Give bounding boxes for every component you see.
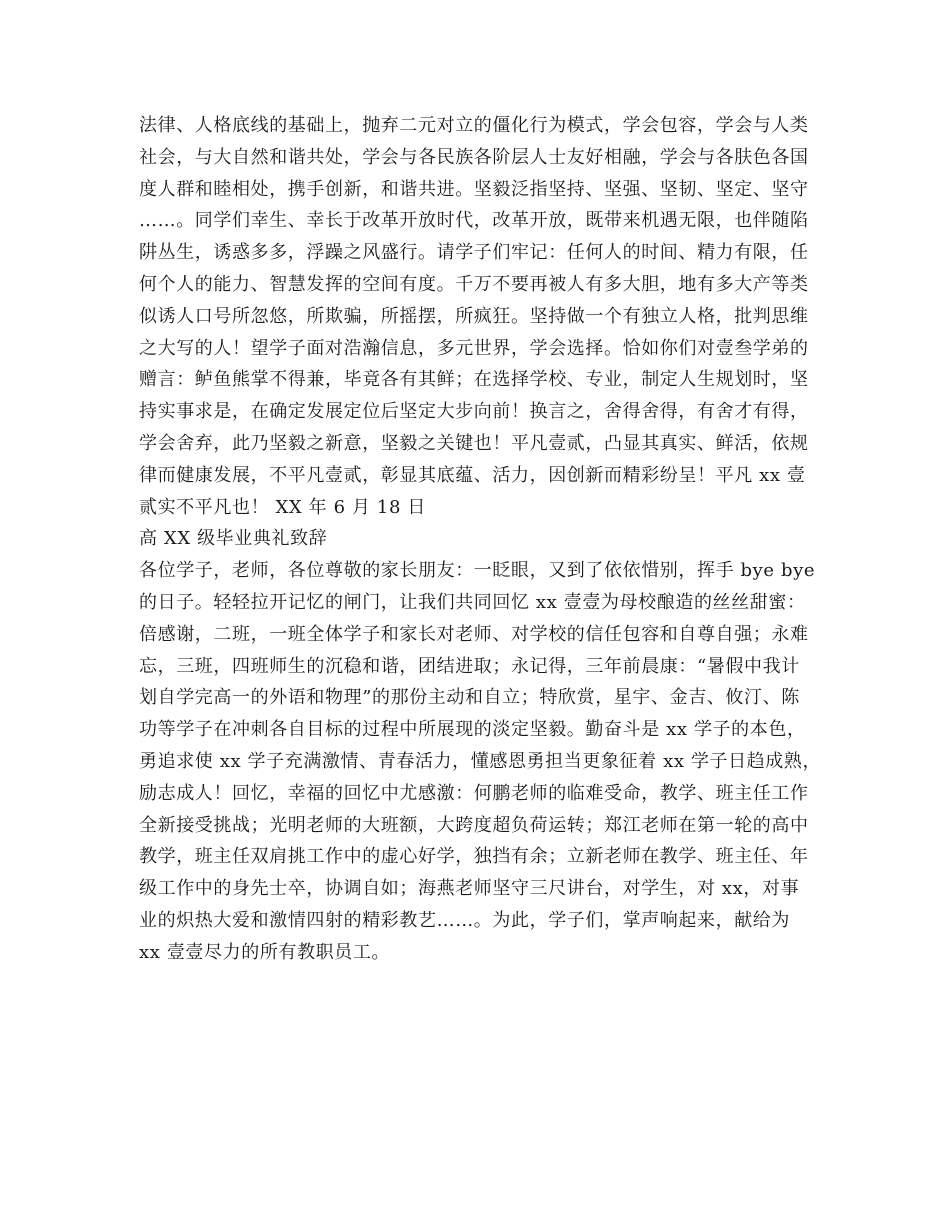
salutation-line: 各位学子，老师，各位尊敬的家长朋友：一眨眼，又到了依依惜别，挥手 bye bye (139, 560, 816, 582)
text-line: xx 壹壹尽力的所有教职员工。 (139, 941, 391, 963)
text-line: 何个人的能力、智慧发挥的空间有度。千万不要再被人有多大胆，地有多大产等类 (139, 273, 809, 295)
text-line: 之大写的人！望学子面对浩瀚信息，多元世界，学会选择。恰如你们对壹叁学弟的 (139, 337, 809, 359)
text-line: 勇追求使 xx 学子充满激情、青春活力，懂感恩勇担当更象征着 xx 学子日趋成熟， (139, 750, 822, 772)
text-line: 的日子。轻轻拉开记忆的闸门，让我们共同回忆 xx 壹壹为母校酿造的丝丝甜蜜： (139, 591, 806, 613)
text-line: 划自学完高一的外语和物理”的那份主动和自立；特欣赏，星宇、金吉、攸汀、陈 (139, 687, 800, 709)
text-line: 阱丛生，诱惑多多，浮躁之风盛行。请学子们牢记：任何人的时间、精力有限，任 (139, 242, 809, 264)
text-line: 似诱人口号所忽悠，所欺骗，所摇摆，所疯狂。坚持做一个有独立人格，批判思维 (139, 305, 809, 327)
text-line: 倍感谢，二班，一班全体学子和家长对老师、对学校的信任包容和自尊自强；永难 (139, 623, 809, 645)
text-line: 全新接受挑战；光明老师的大班额，大跨度超负荷运转；郑江老师在第一轮的高中 (139, 814, 809, 836)
text-line: 励志成人！回忆，幸福的回忆中尤感激：何鹏老师的临难受命，教学、班主任工作 (139, 782, 809, 804)
text-line: 律而健康发展，不平凡壹贰，彰显其底蕴、活力，因创新而精彩纷呈！平凡 xx 壹 (139, 464, 806, 486)
text-line: 教学，班主任双肩挑工作中的虚心好学，独挡有余；立新老师在教学、班主任、年 (139, 846, 809, 868)
body-text (139, 110, 829, 969)
text-line: 法律、人格底线的基础上，抛弃二元对立的僵化行为模式，学会包容，学会与人类 (139, 115, 809, 136)
text-line: 持实事求是，在确定发展定位后坚定大步向前！换言之，舍得舍得，有舍才有得， (139, 401, 809, 423)
text-line: 级工作中的身先士卒，协调自如；海燕老师坚守三尺讲台，对学生，对 xx，对事 (139, 878, 800, 900)
signature-date-line: 贰实不平凡也！ XX 年 6 月 18 日 (139, 496, 426, 518)
section-title: 高 XX 级毕业典礼致辞 (139, 528, 328, 550)
text-line: 业的炽热大爱和激情四射的精彩教艺……。为此，学子们，掌声响起来，献给为 (139, 909, 790, 931)
text-line: 社会，与大自然和谐共处，学会与各民族各阶层人士友好相融，学会与各肤色各国 (139, 146, 809, 168)
text-line: 赠言：鲈鱼熊掌不得兼，毕竟各有其鲜；在选择学校、专业，制定人生规划时，坚 (139, 369, 809, 391)
text-line: 功等学子在冲刺各自目标的过程中所展现的淡定坚毅。勤奋斗是 xx 学子的本色， (139, 719, 806, 741)
text-line: 学会舍弃，此乃坚毅之新意，坚毅之关键也！平凡壹贰，凸显其真实、鲜活，依规 (139, 432, 809, 454)
text-line: ……。同学们幸生、幸长于改革开放时代，改革开放，既带来机遇无限，也伴随陷 (139, 210, 809, 232)
text-line: 度人群和睦相处，携手创新，和谐共进。坚毅泛指坚持、坚强、坚韧、坚定、坚守 (139, 178, 809, 200)
text-line: 忘，三班，四班师生的沉稳和谐，团结进取；永记得，三年前晨康：“暑假中我计 (139, 655, 800, 677)
